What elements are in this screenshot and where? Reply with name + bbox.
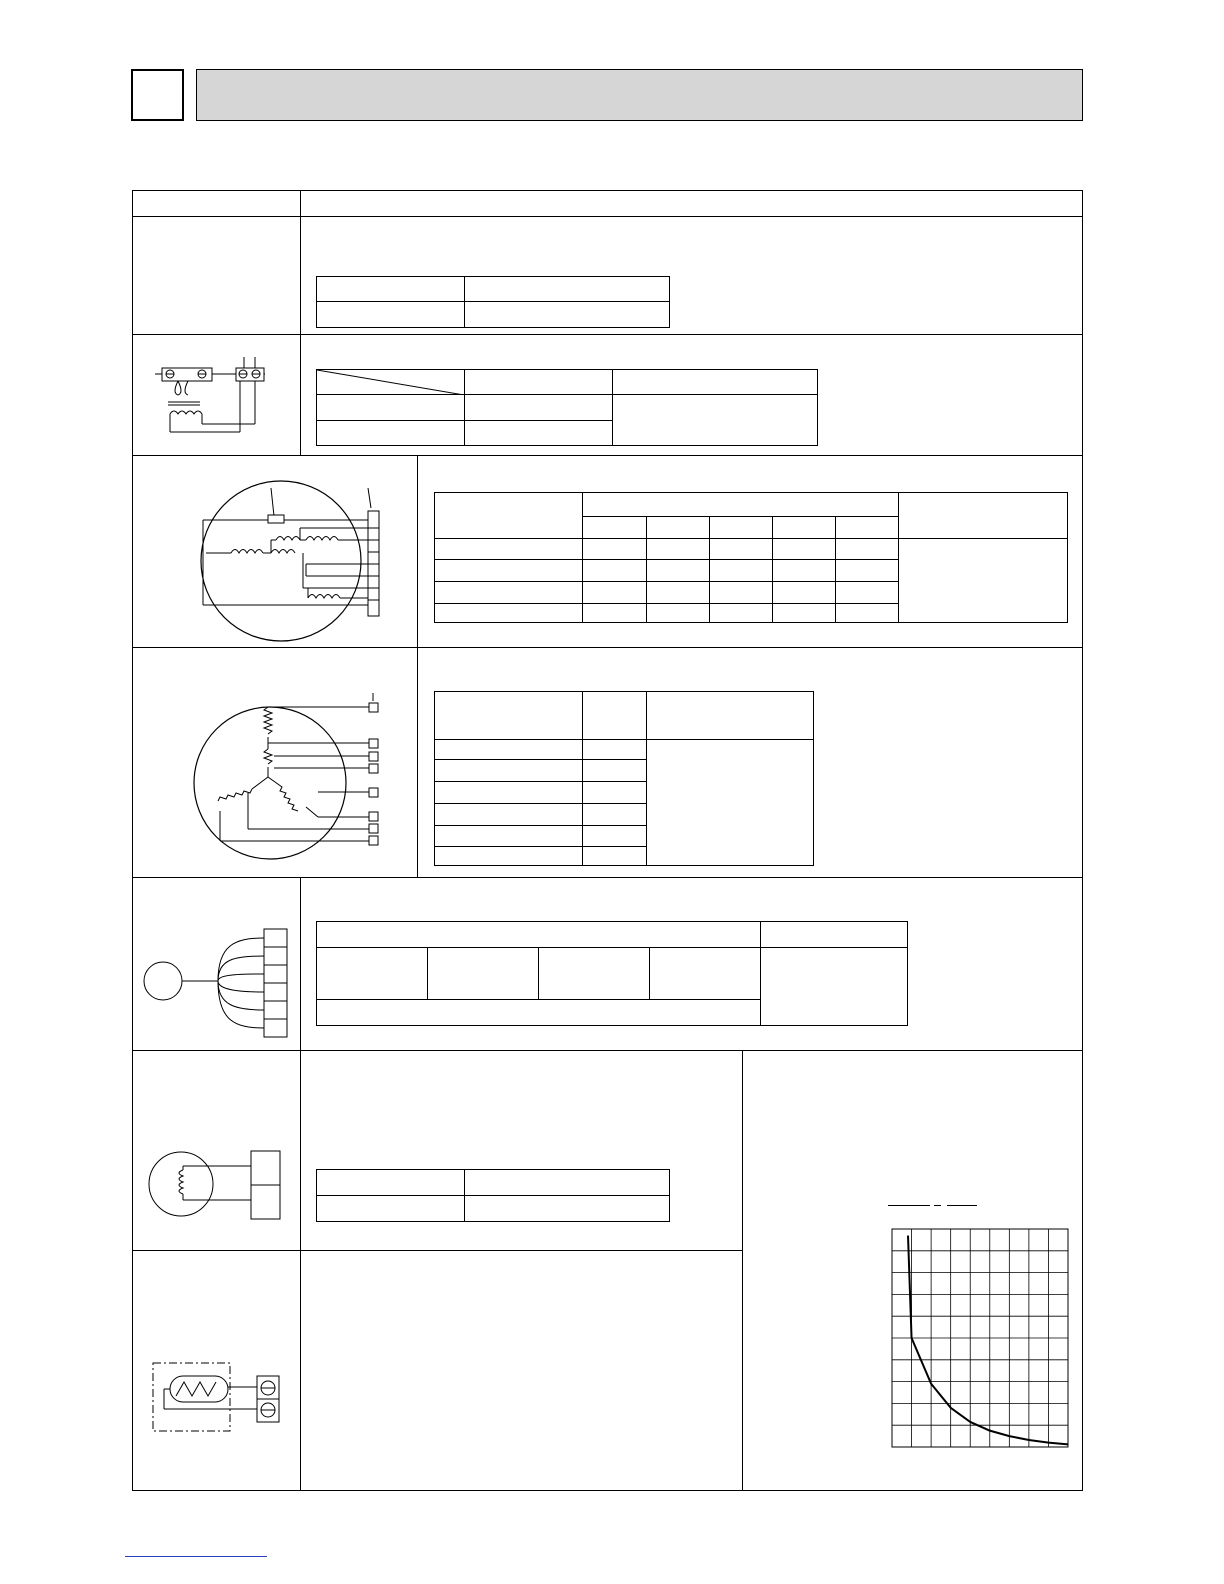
table-cell <box>583 804 647 826</box>
table-cell <box>646 517 709 539</box>
table-cell <box>435 582 583 604</box>
table-cell <box>583 604 646 623</box>
table-cell <box>650 948 761 1000</box>
table-cell <box>899 539 1068 623</box>
table-cell <box>773 539 836 560</box>
table-cell <box>317 1170 465 1196</box>
table-cell <box>583 517 646 539</box>
table-cell <box>317 302 465 328</box>
table-cell <box>465 302 670 328</box>
row-divider <box>132 455 1083 456</box>
table-cell <box>435 539 583 560</box>
graph-title-underline <box>888 1205 930 1206</box>
table-cell <box>646 539 709 560</box>
table-cell <box>317 421 465 446</box>
transformer-diagram <box>150 352 270 437</box>
table-cell <box>465 277 670 302</box>
table-cell <box>583 582 646 604</box>
table-cell <box>465 1170 670 1196</box>
table-cell <box>583 740 647 760</box>
table-cell <box>836 582 899 604</box>
table-cell <box>773 604 836 623</box>
table-cell <box>836 539 899 560</box>
diagonal-line <box>317 370 464 395</box>
table-cell <box>435 804 583 826</box>
coil-diagram <box>145 1148 285 1223</box>
table-cell <box>583 692 647 740</box>
table-header-divider <box>132 216 1083 217</box>
table-cell <box>539 948 650 1000</box>
coil-table <box>316 1169 670 1222</box>
row-divider <box>132 647 1083 648</box>
fan-motor-diagram <box>186 478 396 643</box>
table-cell <box>583 826 647 847</box>
diagonal-header-cell <box>317 370 465 395</box>
table-cell <box>465 421 613 446</box>
table-cell <box>435 740 583 760</box>
row-divider <box>132 1250 742 1251</box>
table-cell <box>836 560 899 582</box>
table-cell <box>583 560 646 582</box>
table-cell <box>647 692 814 740</box>
table-cell <box>709 582 772 604</box>
table-cell <box>773 560 836 582</box>
table-cell <box>435 692 583 740</box>
column-divider <box>300 877 301 1491</box>
table-cell <box>435 604 583 623</box>
table-cell <box>435 493 583 539</box>
table-cell <box>647 740 814 866</box>
table-cell <box>761 922 908 948</box>
table-cell <box>435 560 583 582</box>
table-cell <box>428 948 539 1000</box>
table-cell <box>761 948 908 1026</box>
table-cell <box>709 560 772 582</box>
table-cell <box>435 826 583 847</box>
transformer-table <box>316 369 818 446</box>
row1-table <box>316 276 670 328</box>
thermistor-characteristic-chart <box>891 1228 1069 1448</box>
vane-motor-diagram <box>188 693 388 863</box>
thermistor-diagram <box>150 1360 285 1435</box>
column-divider <box>417 455 418 877</box>
table-cell <box>836 517 899 539</box>
table-cell <box>317 1000 761 1026</box>
table-cell <box>583 847 647 866</box>
table-cell <box>317 948 428 1000</box>
graph-title-underline <box>934 1205 941 1206</box>
column-divider <box>300 190 301 455</box>
table-cell <box>613 370 818 395</box>
table-cell <box>435 847 583 866</box>
table-cell <box>583 493 899 517</box>
table-cell <box>709 604 772 623</box>
table-cell <box>646 604 709 623</box>
table-cell <box>583 760 647 782</box>
table-cell <box>435 782 583 804</box>
table-cell <box>613 395 818 446</box>
table-cell <box>465 370 613 395</box>
table-cell <box>465 1196 670 1222</box>
lev-diagram <box>140 925 290 1040</box>
table-cell <box>435 760 583 782</box>
row-divider <box>132 877 1083 878</box>
table-cell <box>583 782 647 804</box>
column-divider <box>742 1050 743 1491</box>
table-cell <box>646 582 709 604</box>
footer-link-underline[interactable] <box>125 1556 267 1557</box>
fan-motor-table <box>434 492 1068 623</box>
table-cell <box>899 493 1068 539</box>
table-cell <box>317 277 465 302</box>
table-cell <box>836 604 899 623</box>
lev-table <box>316 921 908 1026</box>
table-cell <box>465 395 613 421</box>
table-cell <box>773 582 836 604</box>
table-cell <box>709 517 772 539</box>
vane-motor-table <box>434 691 814 866</box>
table-cell <box>317 395 465 421</box>
section-title-bar <box>196 69 1083 121</box>
row-divider <box>132 1050 1083 1051</box>
table-cell <box>773 517 836 539</box>
table-cell <box>646 560 709 582</box>
table-cell <box>317 922 761 948</box>
row-divider <box>132 334 1083 335</box>
section-number-box <box>131 69 184 121</box>
graph-title-underline <box>947 1205 977 1206</box>
table-cell <box>317 1196 465 1222</box>
table-cell <box>709 539 772 560</box>
table-cell <box>583 539 646 560</box>
